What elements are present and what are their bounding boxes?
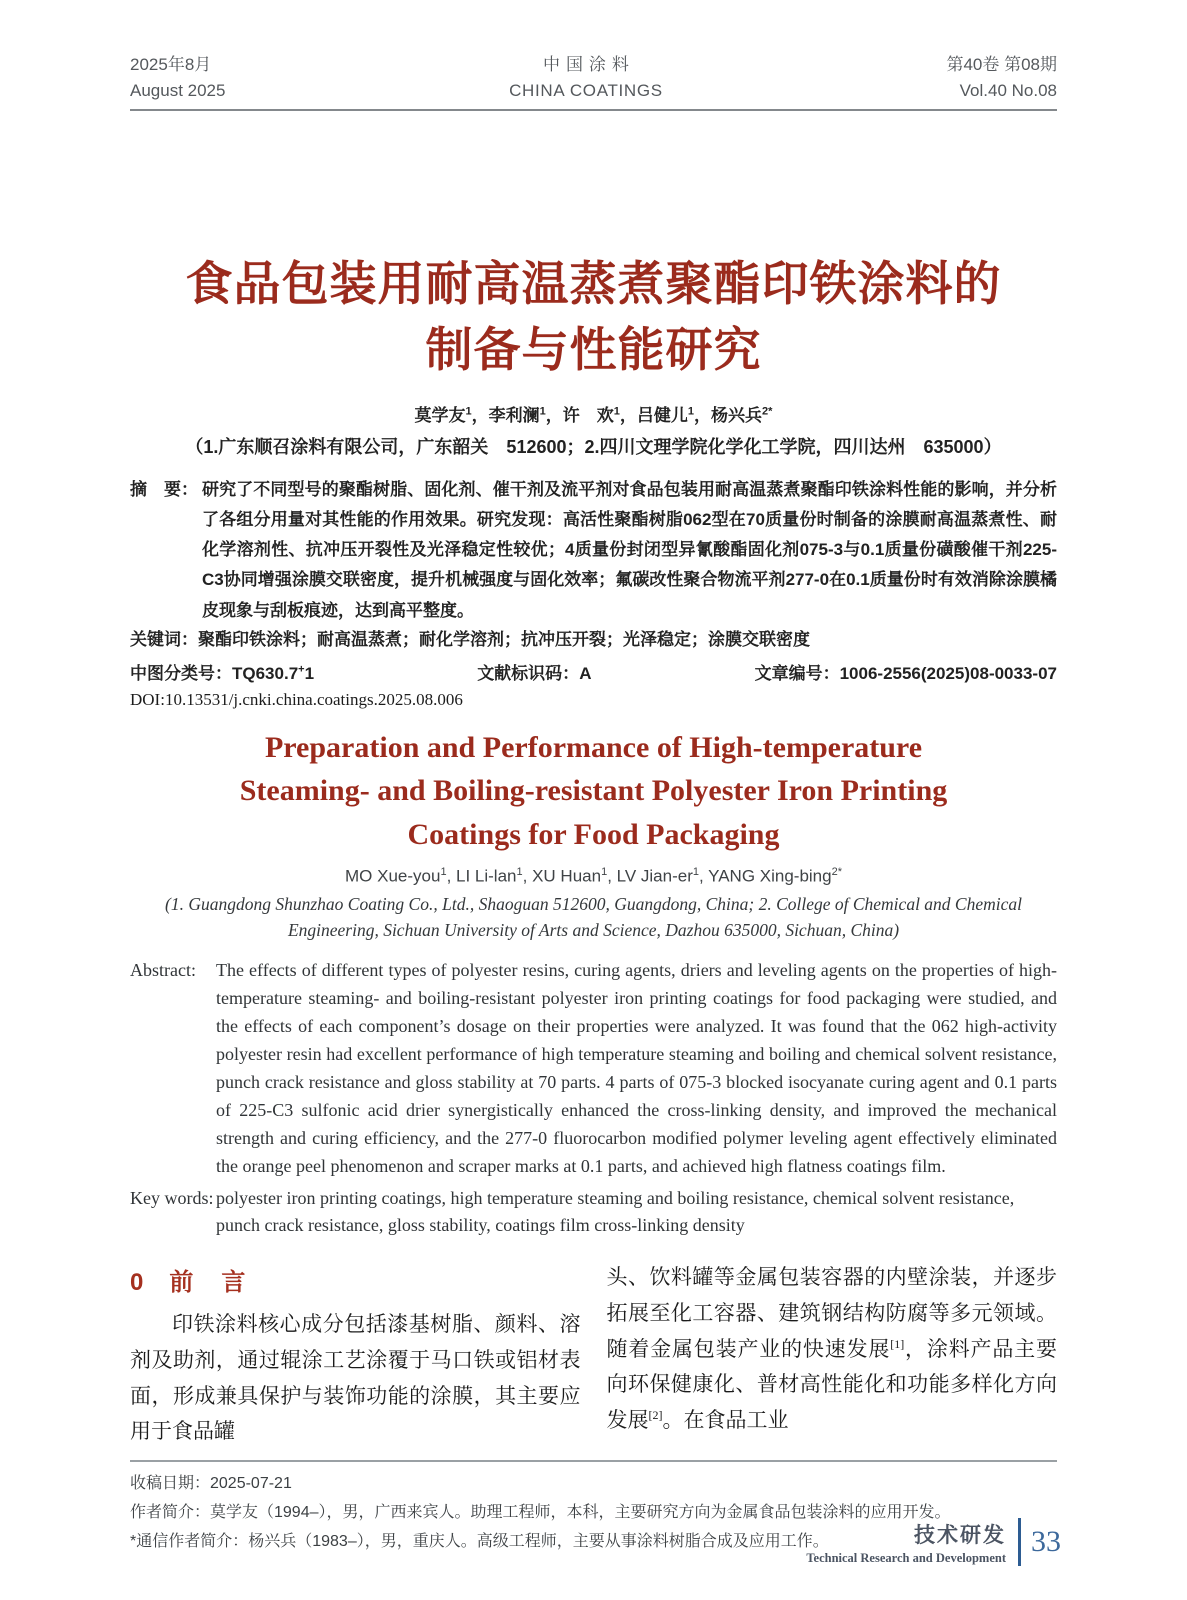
authors-en (130, 866, 1057, 887)
title-en-line1: Preparation and Performance of High-temperature (264, 730, 923, 764)
author-name-en: XU Huan (532, 866, 602, 886)
author-name: 许 欢 (562, 405, 614, 425)
journal-name-cn: 中国涂料 (543, 55, 635, 74)
footer-section-labels (806, 1519, 1006, 1566)
author-separator: , (446, 866, 457, 886)
author-affil-sup: 1 (601, 866, 608, 879)
intro-paragraph-right (607, 1260, 1058, 1438)
author-separator: , (607, 866, 617, 886)
keywords-en (130, 1185, 1057, 1241)
issue-date-en: August 2025 (130, 80, 226, 100)
clc-label: 中图分类号： (130, 663, 232, 683)
article-id (755, 659, 1057, 684)
footer-divider-bar (1018, 1518, 1021, 1566)
citation-ref-2: [2] (648, 1408, 663, 1423)
keywords-en-text: polyester iron printing coatings, high temperature steaming and boiling resistance, chemical solvent resistance, punch crack resistance, gloss stability, coatings film cross-linking density (216, 1187, 1015, 1236)
volume-issue-en: Vol.40 No.08 (959, 80, 1057, 100)
author-affil-sup: 2* (762, 404, 773, 417)
author-separator: ， (619, 405, 637, 425)
author-affil-sup: 1 (440, 866, 447, 879)
author-name: 吕健儿 (636, 405, 688, 425)
volume-issue-cn: 第40卷 第08期 (946, 55, 1057, 74)
title-en-line3: Coatings for Food Packaging (407, 817, 780, 851)
author-separator: , (522, 866, 533, 886)
section-title: 前 言 (169, 1269, 248, 1297)
document-code-label: 文献标识码： (477, 663, 580, 683)
page-footer (806, 1518, 1061, 1566)
author-separator: , (698, 866, 709, 886)
clc-number (130, 659, 314, 684)
article-title-en (130, 726, 1057, 857)
footer-section-en: Technical Research and Development (806, 1550, 1006, 1565)
author-affil-sup: 1 (613, 404, 620, 417)
page-number: 33 (1031, 1525, 1061, 1558)
keywords-cn-label: 关键词： (130, 629, 198, 649)
intro-right-text: ，涂料产品主要向环保健康化、普材高性能化和功能多样化方向发展 (606, 1336, 1058, 1433)
abstract-cn (130, 475, 1057, 626)
author-affil-sup: 1 (516, 866, 523, 879)
keywords-en-label: Key words: (130, 1187, 214, 1208)
received-date: 收稿日期：2025-07-21 (130, 1475, 292, 1493)
section-heading-0 (130, 1262, 581, 1297)
citation-ref-1: [1] (890, 1336, 905, 1351)
author-name-en: LI Li-lan (456, 866, 517, 886)
article-id-label: 文章编号： (754, 663, 840, 683)
intro-paragraph-left: 印铁涂料核心成分包括漆基树脂、颜料、溶剂及助剂，通过辊涂工艺涂覆于马口铁或铝材表面，形成兼具保护与装饰功能的涂膜，其主要应用于食品罐 (130, 1312, 581, 1444)
author-bio: 作者简介：莫学友（1994–），男，广西来宾人。助理工程师，本科，主要研究方向为金属食品包装涂料的应用开发。 (130, 1503, 951, 1521)
keywords-cn (130, 626, 1057, 655)
clc-value: TQ630.7 (232, 663, 299, 683)
left-column (130, 1260, 581, 1450)
affiliation-cn: （1.广东顺召涂料有限公司，广东韶关 512600；2.四川文理学院化学化工学院，四川达州 635000） (185, 436, 1002, 457)
journal-name-en: CHINA COATINGS (509, 80, 663, 100)
author-affil-sup: 1 (687, 404, 695, 417)
clc-tail: 1 (304, 663, 315, 683)
abstract-en (130, 957, 1057, 1180)
author-separator: ， (471, 405, 489, 425)
abstract-en-label: Abstract: (130, 960, 196, 981)
title-en-line2: Steaming- and Boiling-resistant Polyester Iron Printing (239, 774, 948, 808)
clc-sup: + (298, 663, 305, 676)
body-columns (130, 1260, 1057, 1450)
header-issue-date (130, 52, 225, 103)
header-journal-name (509, 52, 663, 103)
corresponding-author-bio: *通信作者简介：杨兴兵（1983–），男，重庆人。高级工程师，主要从事涂料树脂合成及应用工作。 (130, 1532, 829, 1550)
author-affil-sup: 2* (831, 866, 842, 879)
title-cn-line1: 食品包装用耐高温蒸煮聚酯印铁涂料的 (185, 257, 1002, 310)
classification-row (130, 659, 1057, 684)
footer-section-cn: 技术研发 (914, 1523, 1006, 1547)
doi: DOI:10.13531/j.cnki.china.coatings.2025.08.006 (130, 689, 463, 709)
title-cn-line2: 制备与性能研究 (425, 322, 762, 376)
issue-date-cn: 2025年8月 (130, 55, 212, 74)
author-affil-sup: 1 (539, 404, 546, 417)
document-code (477, 659, 591, 684)
author-name: 莫学友 (414, 405, 466, 425)
document-code-value: A (579, 663, 592, 683)
affiliation-en: (1. Guangdong Shunzhao Coating Co., Ltd., Shaoguan 512600, Guangdong, China; 2. College of Chemical and Chemical Engineering, Sichuan University of Arts and Science, Dazhou 635000, Sichuan, China) (165, 893, 1022, 941)
abstract-cn-text: 研究了不同型号的聚酯树脂、固化剂、催干剂及流平剂对食品包装用耐高温蒸煮聚酯印铁涂料性能的影响，并分析了各组分用量对其性能的作用效果。研究发现：高活性聚酯树脂062型在70质量份时制备的涂膜耐高温蒸煮性、耐化学溶剂性、抗冲压开裂性及光泽稳定性较优；4质量份封闭型异氰酸酯固化剂075-3与0.1质量份磺酸催干剂225-C3协同增强涂膜交联密度，提升机械强度与固化效率；氟碳改性聚合物流平剂277-0在0.1质量份时有效消除涂膜橘皮现象与刮板痕迹，达到高平整度。 (202, 479, 1057, 620)
author-separator: ， (545, 405, 563, 425)
author-name-en: YANG Xing-bing (708, 866, 832, 886)
authors-cn (130, 401, 1057, 426)
author-name-en: LV Jian-er (616, 866, 693, 886)
author-name: 杨兴兵 (711, 405, 763, 425)
article-title-cn (130, 251, 1057, 383)
keywords-cn-text: 聚酯印铁涂料；耐高温蒸煮；耐化学溶剂；抗冲压开裂；光泽稳定；涂膜交联密度 (198, 629, 810, 649)
article-id-value: 1006-2556(2025)08-0033-07 (839, 663, 1057, 683)
header-volume-issue (946, 52, 1057, 103)
section-number: 0 (130, 1269, 146, 1297)
author-name: 李利澜 (488, 405, 540, 425)
abstract-en-text: The effects of different types of polyester resins, curing agents, driers and leveling agents on the properties of high-temperature steaming- and boiling-resistant polyester iron printing coatings for food packaging were studied, and the effects of each component’s dosage on their properties were analyzed. It was found that the 062 high-activity polyester resin had excellent performance of high temperature steaming and boiling and chemical solvent resistance, punch crack resistance and gloss stability at 70 parts. 4 parts of 075-3 blocked isocyanate curing agent and 0.1 parts of 225-C3 sulfonic acid drier synergistically enhanced the cross-linking density, and improved the mechanical strength and curing efficiency, and the 277-0 fluorocarbon modified polymer leveling agent effectively eliminated the orange peel phenomenon and scraper marks at 0.1 parts, and achieved high flatness coatings film. (216, 960, 1057, 1176)
right-column (607, 1260, 1058, 1450)
intro-right-text: 头、饮料罐等金属包装容器的内壁涂装，并逐步拓展至化工容器、建筑钢结构防腐等多元领域。随着金属包装产业的快速发展 (606, 1265, 1057, 1361)
author-name-en: MO Xue-you (345, 866, 441, 886)
author-affil-sup: 1 (692, 866, 699, 879)
intro-right-text: 。在食品工业 (662, 1408, 789, 1433)
journal-header (130, 0, 1057, 111)
author-affil-sup: 1 (465, 404, 472, 417)
author-separator: ， (694, 405, 712, 425)
abstract-cn-label: 摘 要： (130, 479, 198, 499)
